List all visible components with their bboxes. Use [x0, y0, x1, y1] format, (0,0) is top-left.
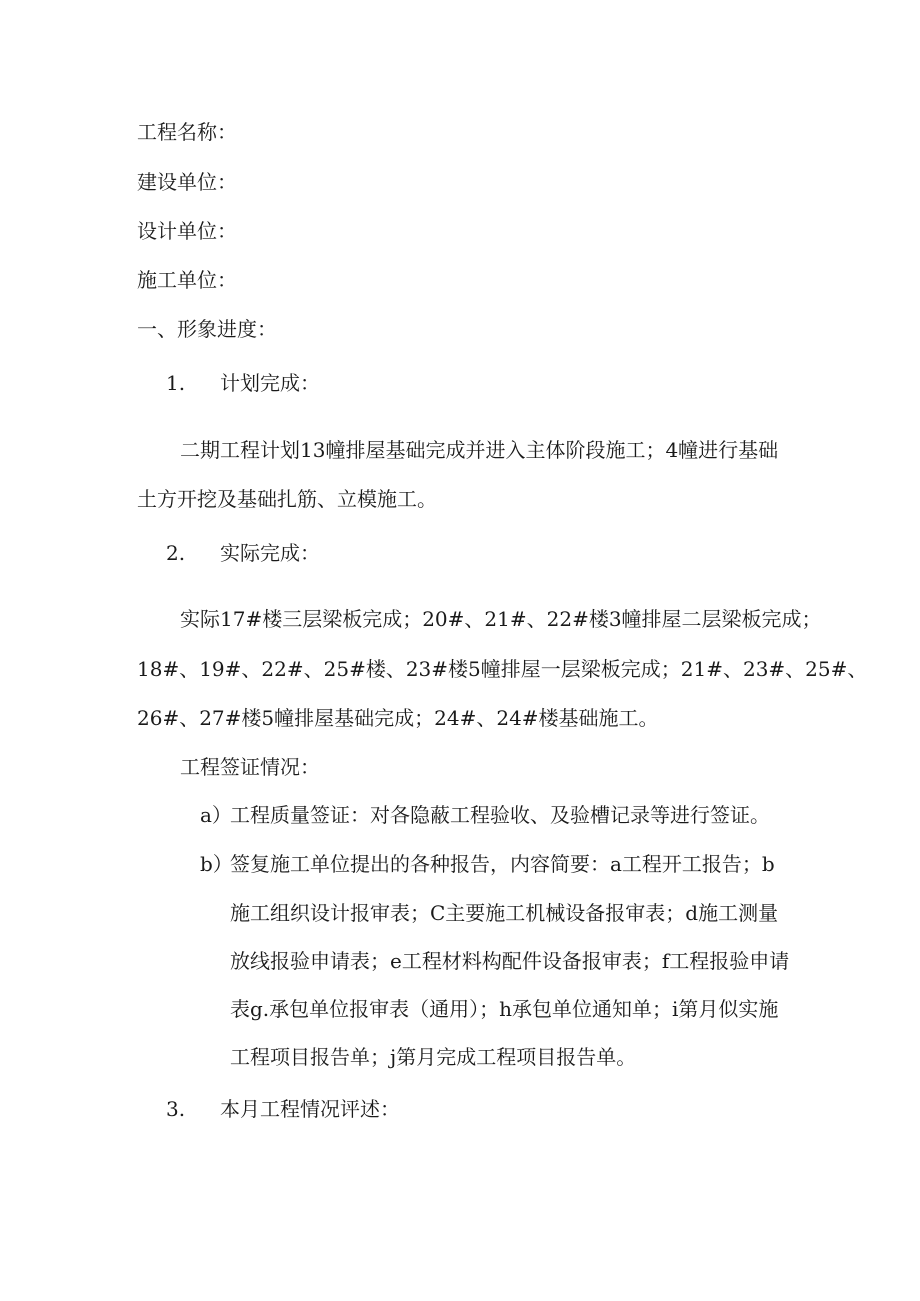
- planned-body-line-2: 土方开挖及基础扎筋、立模施工。: [137, 487, 437, 511]
- visa-item-b-line-4: 表g.承包单位报审表（通用）；h承包单位通知单；i第月似实施: [230, 997, 779, 1021]
- actual-body-line-2: 18#、19#、22#、25#楼、23#楼5幢排屋一层梁板完成；21#、23#、25#、: [137, 657, 868, 681]
- section-title-progress: 一、形象进度：: [137, 317, 277, 341]
- planned-number: 1.: [166, 371, 186, 395]
- review-number: 3.: [166, 1097, 186, 1121]
- visa-item-b-marker: b）: [200, 852, 233, 876]
- visa-item-b-line-2: 施工组织设计报审表；C主要施工机械设备报审表；d施工测量: [230, 901, 779, 925]
- visa-title: 工程签证情况：: [180, 755, 320, 779]
- actual-label: 实际完成：: [220, 541, 320, 565]
- contractor-label: 施工单位：: [137, 268, 237, 292]
- review-label: 本月工程情况评述：: [220, 1097, 400, 1121]
- planned-label: 计划完成：: [220, 371, 320, 395]
- designer-label: 设计单位：: [137, 219, 237, 243]
- actual-body-line-1: 实际17#楼三层梁板完成；20#、21#、22#楼3幢排屋二层梁板完成；: [180, 607, 822, 631]
- actual-body-line-3: 26#、27#楼5幢排屋基础完成；24#、24#楼基础施工。: [137, 706, 659, 730]
- planned-body-line-1: 二期工程计划13幢排屋基础完成并进入主体阶段施工；4幢进行基础: [180, 438, 779, 462]
- visa-item-b-line-1: 签复施工单位提出的各种报告，内容简要：a工程开工报告；b: [230, 852, 775, 876]
- visa-item-a-marker: a）: [200, 803, 232, 827]
- visa-item-b-line-3: 放线报验申请表；e工程材料构配件设备报审表；f工程报验申请: [230, 949, 790, 973]
- project-name-label: 工程名称：: [137, 120, 237, 144]
- client-label: 建设单位：: [137, 170, 237, 194]
- visa-item-a-text: 工程质量签证：对各隐蔽工程验收、及验槽记录等进行签证。: [230, 803, 770, 827]
- visa-item-b-line-5: 工程项目报告单；j第月完成工程项目报告单。: [230, 1045, 637, 1069]
- actual-number: 2.: [166, 541, 186, 565]
